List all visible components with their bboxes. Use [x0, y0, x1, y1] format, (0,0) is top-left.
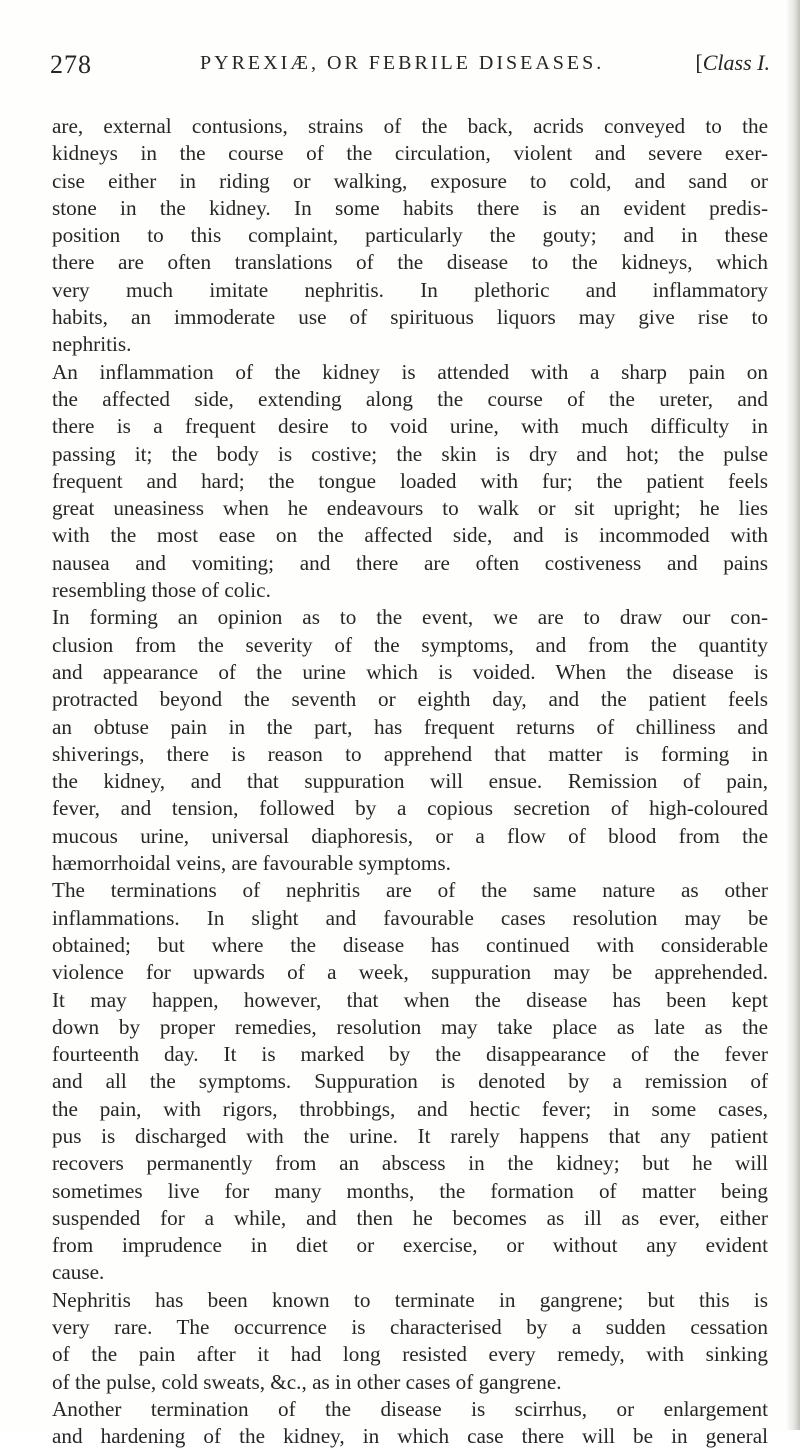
text-line: kidneys in the course of the circulation, violent and severe exer-	[52, 141, 768, 166]
class-label-text: Class I.	[702, 50, 770, 75]
text-line: protracted beyond the seventh or eighth day, and the patient feels	[52, 687, 768, 712]
text-line: and all the symptoms. Suppuration is denoted by a remission of	[52, 1069, 768, 1094]
text-line: Another termination of the disease is scirrhus, or enlargement	[52, 1396, 768, 1421]
text-line: passing it; the body is costive; the skin is dry and hot; the pulse	[52, 441, 768, 466]
text-line: nephritis.	[52, 332, 132, 357]
text-line: from imprudence in diet or exercise, or without any evident	[52, 1233, 768, 1258]
text-line: there is a frequent desire to void urine, with much difficulty in	[52, 414, 768, 439]
text-line: and hardening of the kidney, in which case there will be in general	[52, 1424, 768, 1449]
text-line: pus is discharged with the urine. It rarely happens that any patient	[52, 1123, 768, 1148]
text-line: habits, an immoderate use of spirituous liquors may give rise to	[52, 305, 768, 330]
class-bracket: [	[695, 50, 703, 75]
text-line: great uneasiness when he endeavours to walk or sit upright; he lies	[52, 496, 768, 521]
text-line: clusion from the severity of the symptoms, and from the quantity	[52, 632, 768, 657]
text-line: cise either in riding or walking, exposure to cold, and sand or	[52, 168, 768, 193]
text-line: of the pulse, cold sweats, &c., as in other cases of gangrene.	[52, 1369, 562, 1394]
page-number: 278	[50, 50, 92, 79]
text-line: sometimes live for many months, the formation of matter being	[52, 1178, 768, 1203]
text-line: are, external contusions, strains of the back, acrids conveyed to the	[52, 114, 768, 138]
text-line: Nephritis has been known to terminate in gangrene; but this is	[52, 1287, 768, 1312]
text-line: down by proper remedies, resolution may take place as late as the	[52, 1014, 768, 1039]
text-line: The terminations of nephritis are of the same nature as other	[52, 878, 768, 903]
running-title: PYREXIÆ, OR FEBRILE DISEASES.	[200, 52, 605, 74]
text-line: resembling those of colic.	[52, 578, 271, 603]
running-header	[50, 50, 770, 90]
text-line: violence for upwards of a week, suppuration may be apprehended.	[52, 960, 768, 985]
text-line: shiverings, there is reason to apprehend that matter is forming in	[52, 741, 768, 766]
class-label	[695, 50, 770, 76]
text-line: an obtuse pain in the part, has frequent returns of chilliness and	[52, 714, 768, 739]
text-line: inflammations. In slight and favourable cases resolution may be	[52, 905, 768, 930]
text-line: obtained; but where the disease has continued with considerable	[52, 932, 768, 957]
text-line: very much imitate nephritis. In plethoric and inflammatory	[52, 277, 768, 302]
page-edge-shadow	[786, 0, 800, 1430]
text-line: position to this complaint, particularly the gouty; and in these	[52, 223, 768, 248]
text-line: the pain, with rigors, throbbings, and hectic fever; in some cases,	[52, 1096, 768, 1121]
text-line: of the pain after it had long resisted every remedy, with sinking	[52, 1342, 768, 1367]
text-line: and appearance of the urine which is voided. When the disease is	[52, 659, 768, 684]
text-line: fourteenth day. It is marked by the disappearance of the fever	[52, 1042, 768, 1067]
text-line: frequent and hard; the tongue loaded with fur; the patient feels	[52, 468, 768, 493]
text-line: the kidney, and that suppuration will ensue. Remission of pain,	[52, 769, 768, 794]
text-line: recovers permanently from an abscess in the kidney; but he will	[52, 1151, 768, 1176]
text-line: the affected side, extending along the course of the ureter, and	[52, 386, 768, 411]
text-line: fever, and tension, followed by a copious secretion of high-coloured	[52, 796, 768, 821]
text-line: In forming an opinion as to the event, we are to draw our con-	[52, 605, 768, 630]
text-line: suspended for a while, and then he becomes as ill as ever, either	[52, 1205, 768, 1230]
text-line: An inflammation of the kidney is attended with a sharp pain on	[52, 359, 768, 384]
text-line: mucous urine, universal diaphoresis, or a flow of blood from the	[52, 823, 768, 848]
text-line: hæmorrhoidal veins, are favourable symptoms.	[52, 851, 451, 876]
text-line: there are often translations of the disease to the kidneys, which	[52, 250, 768, 275]
text-line: nausea and vomiting; and there are often costiveness and pains	[52, 550, 768, 575]
body-text	[52, 113, 768, 1451]
text-line: stone in the kidney. In some habits there is an evident predis-	[52, 195, 768, 220]
text-line: very rare. The occurrence is characterised by a sudden cessation	[52, 1315, 768, 1340]
text-line: It may happen, however, that when the disease has been kept	[52, 987, 768, 1012]
text-line: with the most ease on the affected side, and is incommoded with	[52, 523, 768, 548]
text-line: cause.	[52, 1260, 105, 1285]
